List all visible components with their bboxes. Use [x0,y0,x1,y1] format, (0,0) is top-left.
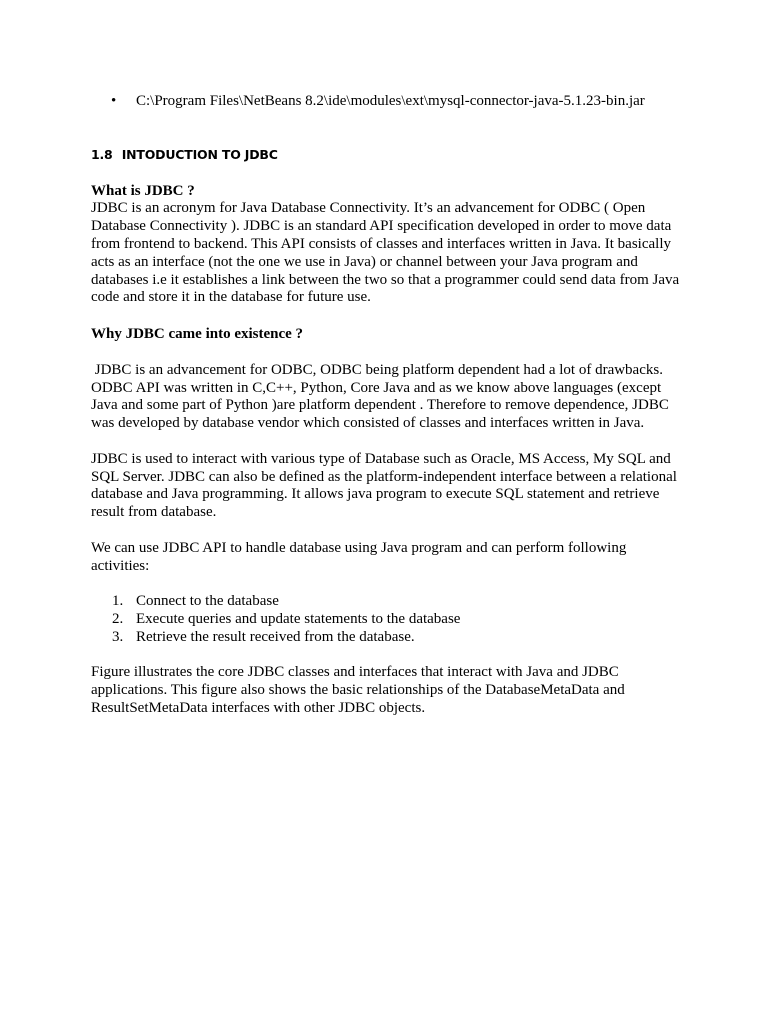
path-text: C:\Program Files\NetBeans 8.2\ide\modules\ext\mysql-connector-java-5.1.23-bin.jar [136,93,645,109]
why-paragraph-1: JDBC is an advancement for ODBC, ODBC being platform dependent had a lot of drawbacks. ODBC API was written in C,C++, Python, Core Java and as we know above languages (except Java and some part of Python )are platform dependent . Therefore to remove dependence, JDBC was developed by database vendor which consisted of classes and interfaces written in Java. [91,361,673,432]
list-item [91,611,681,629]
list-item-text: Connect to the database [136,593,279,610]
bullet-icon: • [111,93,117,109]
section-number: 1.8 [91,146,113,162]
list-item [91,593,681,611]
what-is-heading: What is JDBC ? [91,182,195,199]
list-item-text: Retrieve the result received from the database. [136,628,415,645]
why-heading: Why JDBC came into existence ? [91,326,304,343]
list-item [91,629,681,647]
list-item-number: 1. [112,593,124,610]
list-item-number: 2. [112,610,124,627]
figure-note-paragraph: Figure illustrates the core JDBC classes and interfaces that interact with Java and JDBC applications. This figure also shows the basic relationships of the DatabaseMetaData and ResultSetMetaData interfaces with other JDBC objects. [91,664,625,716]
list-item-text: Execute queries and update statements to the database [136,610,461,627]
document-page [91,93,681,718]
why-paragraph-3: We can use JDBC API to handle database using Java program and can perform following activities: [91,539,627,574]
path-bullet-list [91,93,681,111]
list-item-number: 3. [112,628,124,645]
section-heading [91,146,681,164]
path-bullet-item [91,93,681,111]
why-paragraph-2: JDBC is used to interact with various type of Database such as Oracle, MS Access, My SQL and SQL Server. JDBC can also be defined as the platform-independent interface between a relational database and Java programming. It allows java program to execute SQL statement and retrieve result from database. [91,450,677,521]
section-title: INTODUCTION TO JDBC [121,146,278,162]
what-is-paragraph: JDBC is an acronym for Java Database Connectivity. It’s an advancement for ODBC ( Open Database Connectivity ). JDBC is an standard API specification developed in order to move data from frontend to backend. This API consists of classes and interfaces written in Java. It basically acts as an interface (not the one we use in Java) or channel between your Java program and databases i.e it establishes a link between the two so that a programmer could send data from Java code and store it in the database for future use. [91,200,680,306]
activities-list [91,593,681,646]
